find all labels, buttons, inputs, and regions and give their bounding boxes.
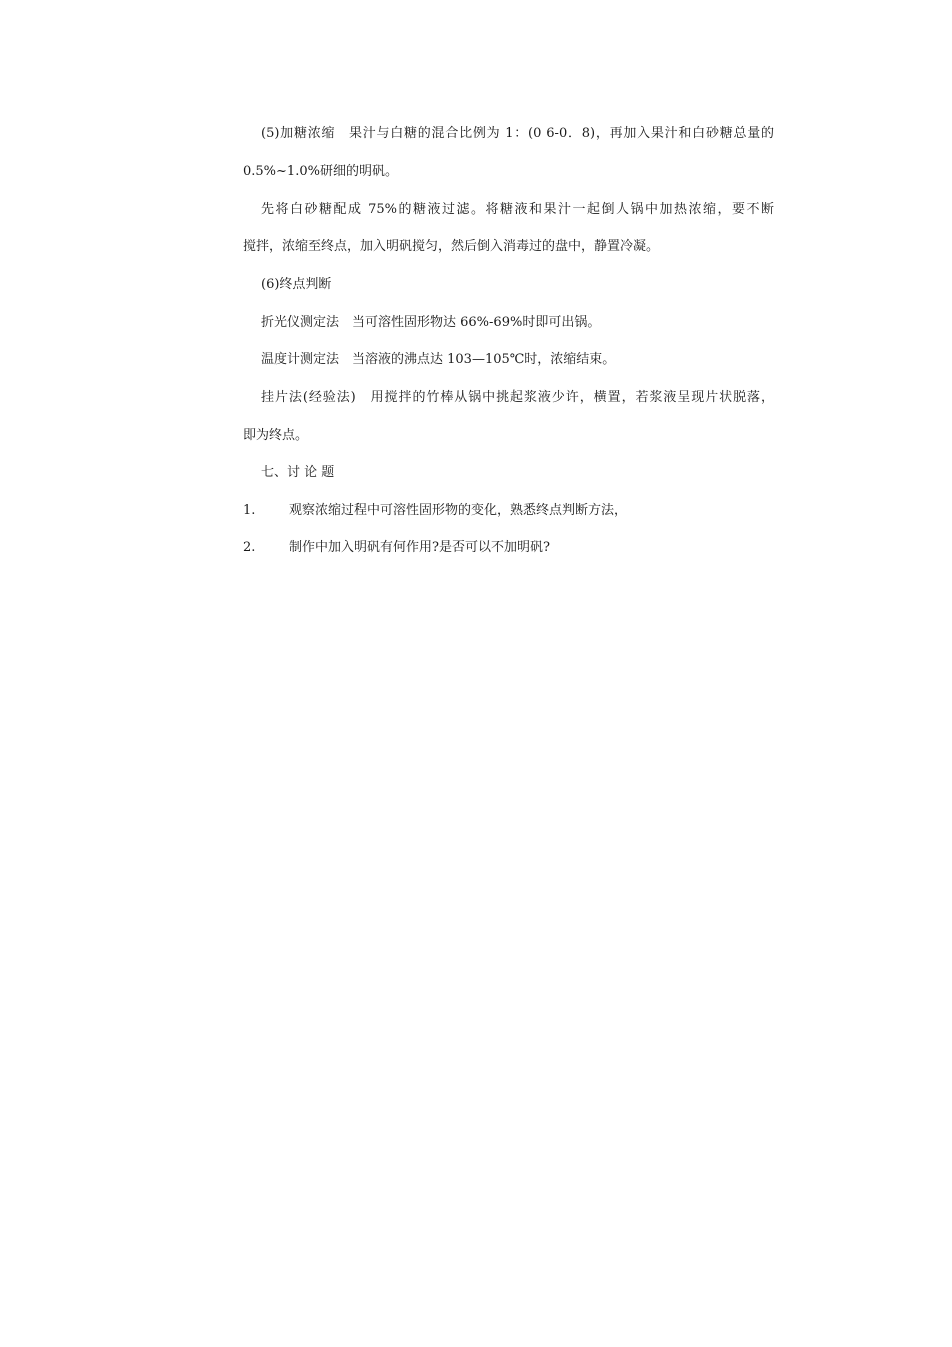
paragraph-refractometer: 折光仪测定法 当可溶性固形物达 66%-69%时即可出锅。 (261, 315, 601, 330)
paragraph-thermometer: 温度计测定法 当溶液的沸点达 103—105℃时，浓缩结束。 (261, 352, 616, 367)
question-text: 制作中加入明矾有何作用?是否可以不加明矾? (289, 540, 550, 555)
question-number: 2. (243, 540, 256, 555)
paragraph-syrup-line2: 搅拌，浓缩至终点，加入明矾搅匀，然后倒入消毒过的盘中，静置冷凝。 (243, 239, 660, 254)
subheading-endpoint: (6)终点判断 (261, 277, 332, 292)
paragraph-syrup-line1: 先将白砂糖配成 75%的糖液过滤。将糖液和果汁一起倒人锅中加热浓缩，要不断 (261, 202, 774, 217)
paragraph-hanging-method-line1: 挂片法(经验法) 用搅拌的竹棒从锅中挑起浆液少许，横置，若浆液呈现片状脱落， (261, 390, 774, 405)
question-number: 1. (243, 503, 256, 518)
paragraph-sugar-concentration-line1: (5)加糖浓缩 果汁与白糖的混合比例为 1：(0 6-0．8)，再加入果汁和白砂糖总量的 (261, 126, 774, 141)
paragraph-hanging-method-line2: 即为终点。 (243, 428, 309, 443)
question-text: 观察浓缩过程中可溶性固形物的变化，熟悉终点判断方法， (289, 503, 628, 518)
paragraph-sugar-concentration-line2: 0.5%~1.0%研细的明矾。 (243, 164, 398, 179)
section-heading-discussion: 七、讨 论 题 (261, 465, 335, 480)
